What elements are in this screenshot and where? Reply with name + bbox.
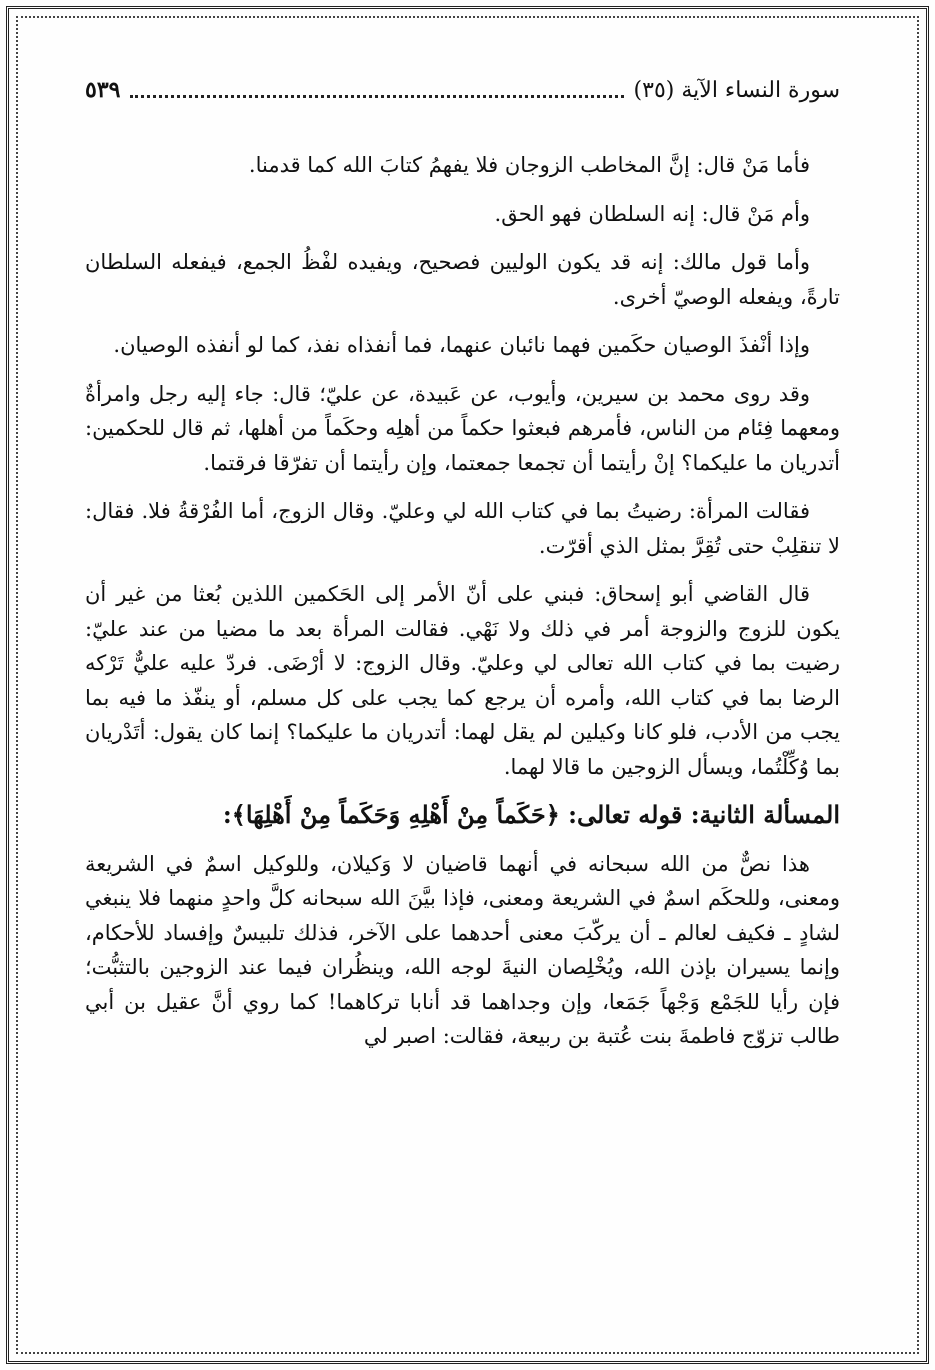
paragraph: وقد روى محمد بن سيرين، وأيوب، عن عَبيدة، عن عليّ؛ قال: جاء إليه رجل وامرأةٌ ومعهما فِئام من الناس، فأمرهم فبعثوا حكماً من أهلِه وحكَماً من أهلها، ثم قال للحكمين: أتدريان ما عليكما؟ إنْ رأيتما أن تجمعا جمعتما، وإن رأيتما أن تفرّقا فرقتما.	[85, 381, 840, 475]
paragraph: وإذا أنْفذَ الوصيان حكَمين فهما نائبان عنهما، فما أنفذاه نفذ، كما لو أنفذه الوصيان.	[113, 333, 810, 357]
paragraph: قال القاضي أبو إسحاق: فبني على أنّ الأمر إلى الحَكمين اللذين بُعثا من غير أن يكون للزوج والزوجة أمر في ذلك ولا نَهْي. فقالت المرأة بعد ما مضيا من عند عليّ: رضيت بما في كتاب الله تعالى لي وعليّ. وقال الزوج: لا أرْضَى. فردّ عليه عليٌّ تَرْكه الرضا بما في كتاب الله، وأمره أن يرجع كما يجب على كل مسلم، أو ينفّذ ما فيه بما يجب من الأدب، فلو كانا وكيلين لم يقل لهما: أتدريان ما عليكما؟ إنما كان يقول: أتَدْريان بما وُكِّلْتُما، ويسأل الزوجين ما قالا لهما.	[85, 582, 840, 779]
header-dot-leader	[130, 95, 623, 98]
paragraph: وأما قول مالك: إنه قد يكون الوليين فصحيح، ويفيده لفْظُ الجمع، فيفعله السلطان تارةً، ويفعله الوصيّ أخرى.	[85, 250, 840, 309]
paragraph: هذا نصٌّ من الله سبحانه في أنهما قاضيان لا وَكيلان، وللوكيل اسمٌ في الشريعة ومعنى، وللحكَم اسمٌ في الشريعة ومعنى، فإذا بيَّنَ الله سبحانه كلَّ واحدٍ منهما فلا ينبغي لشادٍ ـ فكيف لعالم ـ أن يركّبَ معنى أحدهما على الآخر، فذلك تلبيسٌ وإفساد للأحكام، وإنما يسيران بإذن الله، ويُخْلِصان النيةَ لوجه الله، وينظُران فيما عند الزوجين بالتثبُّت؛ فإن رأيا للجَمْع وَجْهاً جَمَعا، وإن وجداهما قد أنابا تركاهما! كما روي أنَّ عقيل بن أبي طالب تزوّج فاطمةَ بنت عُتبة بن ربيعة، فقالت: اصبر لي	[85, 851, 840, 1048]
header-title: سورة النساء الآية (٣٥)	[633, 77, 840, 103]
page-number: ٥٣٩	[85, 77, 121, 103]
paragraph: فقالت المرأة: رضيتُ بما في كتاب الله لي وعليّ. وقال الزوج، أما الفُرْقةُ فلا. فقال: لا تنقلِبْ حتى تُقِرَّ بمثل الذي أقرّت.	[85, 499, 840, 558]
paragraph: فأما مَنْ قال: إنَّ المخاطب الزوجان فلا يفهمُ كتابَ الله كما قدمنا.	[248, 153, 810, 177]
section-heading: المسألة الثانية: قوله تعالى: ﴿حَكَماً مِنْ أَهْلِهِ وَحَكَماً مِنْ أَهْلِهَا﴾:	[222, 800, 840, 829]
paragraph: وأم مَنْ قال: إنه السلطان فهو الحق.	[494, 201, 810, 226]
running-header	[85, 70, 840, 110]
body-text	[85, 148, 840, 1068]
